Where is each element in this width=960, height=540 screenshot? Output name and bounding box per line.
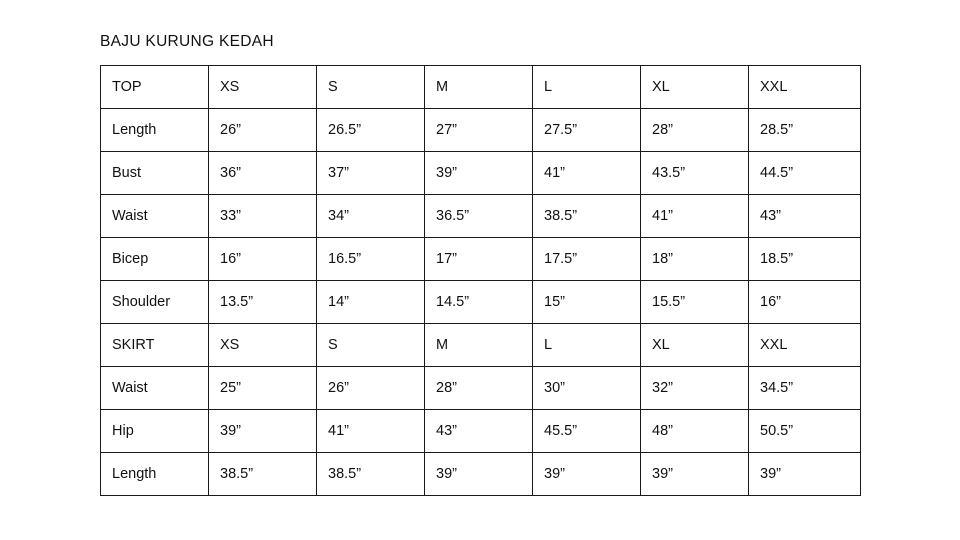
table-cell: 16” (209, 238, 317, 281)
table-cell: 13.5” (209, 281, 317, 324)
table-cell: 39” (209, 410, 317, 453)
table-cell: 44.5” (749, 152, 861, 195)
table-cell: 16” (749, 281, 861, 324)
column-header: XL (641, 324, 749, 367)
table-row (101, 453, 861, 496)
column-header: L (533, 324, 641, 367)
row-label: Bust (101, 152, 209, 195)
table-cell: 18.5” (749, 238, 861, 281)
column-header: XL (641, 66, 749, 109)
row-label: Length (101, 109, 209, 152)
table-cell: 15” (533, 281, 641, 324)
column-header: XS (209, 324, 317, 367)
table-cell: 36” (209, 152, 317, 195)
column-header: TOP (101, 66, 209, 109)
table-cell: 17.5” (533, 238, 641, 281)
table-cell: 43.5” (641, 152, 749, 195)
row-label: Length (101, 453, 209, 496)
table-row (101, 109, 861, 152)
table-cell: 18” (641, 238, 749, 281)
table-cell: 45.5” (533, 410, 641, 453)
table-cell: 41” (533, 152, 641, 195)
table-cell: 27” (425, 109, 533, 152)
table-cell: 26.5” (317, 109, 425, 152)
table-row (101, 195, 861, 238)
table-cell: 26” (209, 109, 317, 152)
skirt-size-table (100, 323, 861, 496)
page-title: BAJU KURUNG KEDAH (100, 33, 274, 50)
table-cell: 50.5” (749, 410, 861, 453)
table-cell: 37” (317, 152, 425, 195)
table-cell: 43” (749, 195, 861, 238)
table-cell: 39” (425, 453, 533, 496)
table-cell: 38.5” (209, 453, 317, 496)
table-cell: 43” (425, 410, 533, 453)
row-label: Shoulder (101, 281, 209, 324)
column-header: S (317, 324, 425, 367)
table-header-row (101, 324, 861, 367)
table-row (101, 238, 861, 281)
table-cell: 41” (317, 410, 425, 453)
column-header: M (425, 324, 533, 367)
top-size-table (100, 65, 861, 324)
column-header: XXL (749, 66, 861, 109)
table-cell: 14.5” (425, 281, 533, 324)
table-cell: 30” (533, 367, 641, 410)
table-cell: 17” (425, 238, 533, 281)
table-cell: 14” (317, 281, 425, 324)
row-label: Waist (101, 195, 209, 238)
table-cell: 39” (425, 152, 533, 195)
table-row (101, 410, 861, 453)
table-cell: 27.5” (533, 109, 641, 152)
column-header: S (317, 66, 425, 109)
table-row (101, 152, 861, 195)
table-cell: 38.5” (533, 195, 641, 238)
table-header-row (101, 66, 861, 109)
column-header: XXL (749, 324, 861, 367)
table-cell: 25” (209, 367, 317, 410)
table-cell: 41” (641, 195, 749, 238)
column-header: SKIRT (101, 324, 209, 367)
table-cell: 28.5” (749, 109, 861, 152)
table-cell: 33” (209, 195, 317, 238)
table-cell: 34” (317, 195, 425, 238)
column-header: L (533, 66, 641, 109)
table-cell: 16.5” (317, 238, 425, 281)
table-cell: 32” (641, 367, 749, 410)
table-cell: 28” (641, 109, 749, 152)
table-cell: 26” (317, 367, 425, 410)
table-cell: 39” (533, 453, 641, 496)
table-row (101, 281, 861, 324)
table-cell: 28” (425, 367, 533, 410)
table-cell: 38.5” (317, 453, 425, 496)
column-header: XS (209, 66, 317, 109)
row-label: Hip (101, 410, 209, 453)
table-cell: 34.5” (749, 367, 861, 410)
column-header: M (425, 66, 533, 109)
table-row (101, 367, 861, 410)
table-cell: 36.5” (425, 195, 533, 238)
table-cell: 15.5” (641, 281, 749, 324)
table-cell: 39” (641, 453, 749, 496)
table-cell: 39” (749, 453, 861, 496)
row-label: Bicep (101, 238, 209, 281)
table-cell: 48” (641, 410, 749, 453)
row-label: Waist (101, 367, 209, 410)
